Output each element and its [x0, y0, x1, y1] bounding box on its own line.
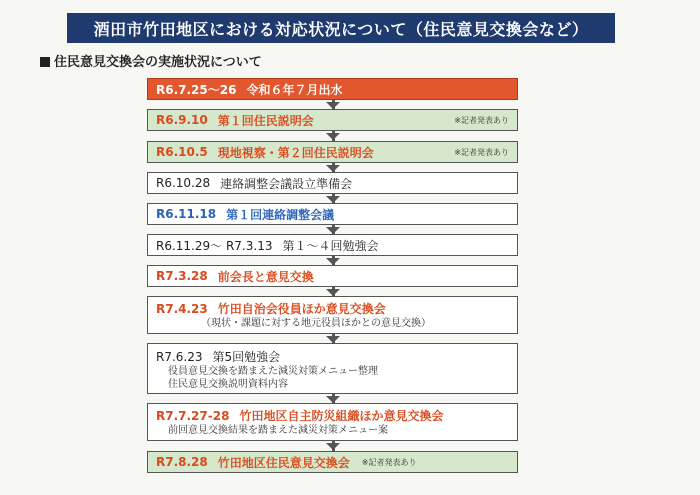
item-date: R6.9.10	[156, 113, 208, 127]
arrow-down-icon	[326, 336, 340, 343]
arrow-down-icon	[326, 289, 340, 296]
timeline-item-study-5	[147, 343, 518, 394]
arrow-down-icon	[326, 396, 340, 403]
square-bullet-icon	[40, 57, 50, 67]
item-date: R6.10.28	[156, 176, 211, 190]
page-title: 酒田市竹田地区における対応状況について（住民意見交換会など）	[67, 13, 615, 43]
section-heading	[40, 51, 262, 70]
item-label: 竹田地区住民意見交換会	[217, 455, 350, 470]
item-date: R7.3.28	[156, 269, 208, 283]
item-detail: （現状・課題に対する地元役員ほかとの意見交換）	[201, 318, 431, 329]
timeline-item-flood	[147, 78, 518, 100]
item-label: 前会長と意見交換	[217, 269, 314, 284]
timeline-item-former-chair	[147, 265, 518, 287]
item-label: 連絡調整会議設立準備会	[220, 176, 353, 191]
item-date: R6.10.5	[156, 145, 208, 159]
arrow-down-icon	[326, 227, 340, 234]
arrow-down-icon	[326, 196, 340, 203]
item-date: R6.11.18	[156, 207, 217, 221]
item-detail: 役員意見交換を踏まえた減災対策メニュー整理	[168, 366, 378, 377]
item-date: R6.7.25～26	[156, 82, 237, 97]
item-label: 第１回住民説明会	[217, 113, 314, 128]
item-detail: 前回意見交換結果を踏まえた減災対策メニュー案	[168, 425, 388, 436]
timeline-item-prep-meeting	[147, 172, 518, 194]
item-date: R7.4.23	[156, 302, 208, 316]
item-label: 第5回勉強会	[212, 350, 281, 364]
arrow-down-icon	[326, 165, 340, 172]
timeline-item-study-sessions	[147, 234, 518, 256]
item-label: 令和６年７月出水	[246, 82, 343, 97]
press-note: ※記者発表あり	[361, 457, 417, 467]
arrow-down-icon	[326, 133, 340, 140]
timeline-item-liaison-meeting	[147, 203, 518, 225]
arrow-down-icon	[326, 443, 340, 450]
arrow-down-icon	[326, 258, 340, 265]
press-note: ※記者発表あり	[454, 115, 509, 125]
item-label: 竹田地区自主防災組織ほか意見交換会	[239, 409, 444, 423]
press-note: ※記者発表あり	[454, 147, 509, 157]
timeline-item-officers-exchange	[147, 296, 518, 334]
item-detail: 住民意見交換説明資料内容	[168, 379, 288, 390]
item-date: R7.6.23	[156, 350, 203, 364]
item-label: 現地視察・第２回住民説明会	[217, 145, 374, 160]
timeline-item-disaster-org-exchange	[147, 403, 518, 441]
timeline-item-briefing-2	[147, 141, 518, 163]
item-date: R7.7.27-28	[156, 409, 230, 423]
item-label: 第１～４回勉強会	[282, 238, 379, 253]
item-date: R7.8.28	[156, 455, 208, 469]
arrow-down-icon	[326, 102, 340, 109]
timeline-item-briefing-1	[147, 109, 518, 131]
timeline-item-residents-exchange	[147, 451, 518, 473]
item-label: 竹田自治会役員ほか意見交換会	[217, 302, 386, 316]
item-label: 第１回連絡調整会議	[226, 207, 335, 222]
item-date: R6.11.29～ R7.3.13	[156, 238, 273, 253]
section-heading-text: 住民意見交換会の実施状況について	[54, 55, 262, 70]
